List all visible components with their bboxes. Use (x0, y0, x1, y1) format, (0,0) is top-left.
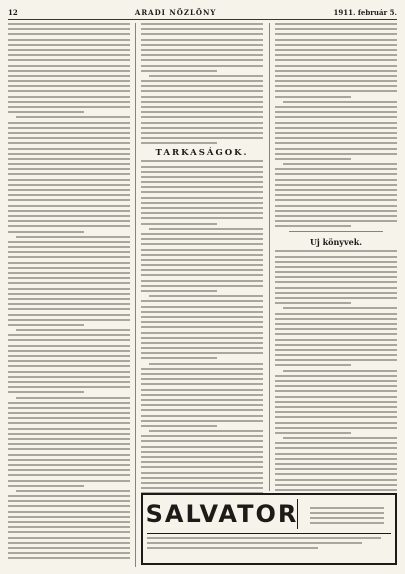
text-line (141, 223, 217, 225)
text-line (141, 176, 263, 178)
text-line (149, 75, 263, 77)
text-line (8, 319, 130, 321)
text-line (275, 354, 397, 356)
text-line (8, 314, 130, 316)
text-line (275, 70, 397, 72)
text-line (8, 376, 130, 378)
text-line (275, 473, 397, 475)
text-line (8, 127, 130, 129)
text-line (8, 402, 130, 404)
text-line (8, 153, 130, 155)
text-line (275, 148, 397, 150)
text-line (275, 266, 397, 268)
text-line (149, 430, 263, 432)
text-line (141, 202, 263, 204)
text-line (141, 54, 263, 56)
text-line (141, 399, 263, 401)
text-line (141, 171, 263, 173)
text-line (275, 416, 397, 418)
text-line (8, 360, 130, 362)
text-line (8, 511, 130, 513)
text-line (141, 332, 263, 334)
text-line (275, 385, 397, 387)
text-line (275, 153, 397, 155)
column-right (275, 23, 397, 499)
text-line (141, 321, 263, 323)
text-line (8, 448, 130, 450)
text-line (8, 179, 130, 181)
text-line (275, 380, 397, 382)
text-line (141, 347, 263, 349)
text-line (141, 378, 263, 380)
text-line (275, 65, 397, 67)
text-line (141, 106, 263, 108)
text-line (8, 443, 130, 445)
text-line (8, 407, 130, 409)
text-line (275, 189, 397, 191)
text-line (8, 163, 130, 165)
text-line (141, 311, 263, 313)
text-line (141, 90, 263, 92)
text-line (283, 101, 397, 103)
text-line (275, 364, 351, 366)
text-line (283, 437, 397, 439)
text-line (275, 463, 397, 465)
text-line (141, 274, 263, 276)
text-line (275, 442, 397, 444)
text-line (8, 148, 130, 150)
text-line (275, 33, 397, 35)
text-line (141, 137, 263, 139)
text-line (141, 285, 263, 287)
text-line (275, 318, 397, 320)
text-line (275, 468, 397, 470)
text-line (8, 106, 130, 108)
text-line (141, 249, 263, 251)
text-line (275, 406, 397, 408)
text-line (141, 259, 263, 261)
text-line (141, 49, 263, 51)
newspaper-page (8, 5, 397, 567)
text-line (275, 458, 397, 460)
text-line (16, 236, 130, 238)
text-line (8, 49, 130, 51)
text-line (275, 276, 397, 278)
text-line (275, 127, 397, 129)
text-line (8, 220, 130, 222)
text-line (8, 28, 130, 30)
text-line (275, 489, 397, 491)
section-heading-tarkasagok: TARKASÁGOK. (155, 148, 249, 159)
text-line (141, 451, 263, 453)
text-line (275, 168, 397, 170)
text-line (141, 44, 263, 46)
text-line (8, 371, 130, 373)
text-line (8, 225, 130, 227)
text-line (275, 80, 397, 82)
text-line (8, 293, 130, 295)
text-line (8, 23, 130, 25)
text-line (16, 490, 130, 492)
text-line (8, 552, 130, 554)
column-rule (269, 23, 270, 491)
page-header (8, 5, 397, 20)
text-line (141, 300, 263, 302)
text-line (8, 33, 130, 35)
text-line (8, 231, 84, 233)
text-line (275, 220, 397, 222)
text-line (8, 345, 130, 347)
ad-lower-text (147, 533, 391, 561)
text-line (8, 90, 130, 92)
text-line (275, 447, 397, 449)
text-line (141, 280, 263, 282)
text-line (8, 267, 130, 269)
text-line (141, 160, 263, 162)
text-line (141, 101, 263, 103)
text-line (141, 342, 263, 344)
text-line (141, 39, 263, 41)
text-line (141, 461, 263, 463)
text-line (8, 531, 130, 533)
section-divider (289, 231, 383, 232)
text-line (275, 349, 397, 351)
section-heading-uj-konyvek: Uj könyvek. (309, 237, 363, 248)
text-line (141, 111, 263, 113)
text-line (141, 337, 263, 339)
text-line (8, 386, 130, 388)
text-line (8, 246, 130, 248)
text-line (141, 352, 263, 354)
text-line (141, 409, 263, 411)
text-line (275, 427, 397, 429)
text-line (141, 85, 263, 87)
column-left (8, 23, 130, 563)
text-line (8, 505, 130, 507)
text-line (275, 199, 397, 201)
text-line (8, 75, 130, 77)
text-line (141, 357, 217, 359)
text-line (141, 264, 263, 266)
text-line (8, 142, 130, 144)
text-line (275, 375, 397, 377)
text-line (8, 516, 130, 518)
text-line (8, 459, 130, 461)
text-line (275, 215, 397, 217)
text-line (283, 163, 397, 165)
text-line (8, 485, 84, 487)
text-line (8, 215, 130, 217)
text-line (8, 355, 130, 357)
text-line (141, 122, 263, 124)
text-line (275, 422, 397, 424)
text-line (8, 189, 130, 191)
text-line (141, 394, 263, 396)
text-line (275, 261, 397, 263)
text-line (275, 271, 397, 273)
text-line (8, 80, 130, 82)
text-line (8, 469, 130, 471)
text-line (8, 288, 130, 290)
text-line (141, 404, 263, 406)
text-line (8, 324, 84, 326)
text-line (275, 479, 397, 481)
text-line (275, 106, 397, 108)
text-line (141, 477, 263, 479)
text-line (141, 65, 263, 67)
newspaper-title: ARADI NÖZLÖNY (134, 7, 217, 17)
text-line (141, 191, 263, 193)
text-line (8, 500, 130, 502)
text-line (8, 205, 130, 207)
text-line (141, 420, 263, 422)
text-line (275, 287, 397, 289)
text-line (275, 90, 397, 92)
text-line (8, 547, 130, 549)
text-line (8, 101, 130, 103)
text-line (275, 39, 397, 41)
text-line (141, 28, 263, 30)
text-line (141, 482, 263, 484)
text-line (141, 316, 263, 318)
text-line (141, 368, 263, 370)
text-line (141, 243, 263, 245)
text-line (275, 359, 397, 361)
text-line (8, 350, 130, 352)
text-line (8, 495, 130, 497)
text-line (141, 96, 263, 98)
text-line (8, 282, 130, 284)
text-line (141, 166, 263, 168)
text-line (275, 96, 351, 98)
text-line (275, 401, 397, 403)
text-line (275, 484, 397, 486)
text-line (141, 446, 263, 448)
text-line (8, 464, 130, 466)
text-line (275, 432, 351, 434)
text-line (141, 326, 263, 328)
text-line (141, 440, 263, 442)
text-line (141, 80, 263, 82)
text-line (8, 277, 130, 279)
text-line (141, 306, 263, 308)
text-line (8, 428, 130, 430)
text-line (8, 194, 130, 196)
text-line (8, 521, 130, 523)
text-line (275, 411, 397, 413)
text-line (275, 116, 397, 118)
text-line (8, 122, 130, 124)
text-line (275, 390, 397, 392)
text-line (141, 254, 263, 256)
column-rule (135, 23, 136, 567)
text-line (8, 391, 84, 393)
text-line (8, 438, 130, 440)
text-line (141, 472, 263, 474)
text-line (275, 210, 397, 212)
text-line (141, 373, 263, 375)
text-line (8, 256, 130, 258)
text-line (275, 184, 397, 186)
text-line (141, 233, 263, 235)
text-line (16, 397, 130, 399)
text-line (141, 142, 217, 144)
column-middle (141, 23, 263, 508)
text-line (8, 308, 130, 310)
text-line (275, 179, 397, 181)
text-line (275, 59, 397, 61)
text-line (8, 334, 130, 336)
text-line (275, 302, 351, 304)
text-line (8, 557, 130, 559)
text-line (275, 158, 351, 160)
text-line (275, 225, 351, 227)
text-line (141, 456, 263, 458)
text-line (141, 207, 263, 209)
text-line (275, 344, 397, 346)
text-line (149, 228, 263, 230)
text-line (275, 396, 397, 398)
text-line (141, 116, 263, 118)
text-line (8, 158, 130, 160)
text-line (275, 111, 397, 113)
text-line (8, 526, 130, 528)
advertisement-salvator (141, 493, 397, 565)
text-line (275, 173, 397, 175)
text-line (8, 54, 130, 56)
text-line (8, 272, 130, 274)
text-line (275, 137, 397, 139)
text-line (8, 132, 130, 134)
text-line (275, 292, 397, 294)
ad-side-text (303, 499, 391, 529)
text-line (275, 194, 397, 196)
text-line (141, 435, 263, 437)
text-line (141, 127, 263, 129)
text-line (8, 262, 130, 264)
text-line (141, 132, 263, 134)
text-line (8, 241, 130, 243)
text-line (275, 328, 397, 330)
text-line (141, 415, 263, 417)
text-line (141, 217, 263, 219)
text-line (8, 542, 130, 544)
text-line (8, 39, 130, 41)
text-line (8, 59, 130, 61)
text-line (141, 290, 217, 292)
text-line (275, 28, 397, 30)
text-line (8, 417, 130, 419)
text-line (275, 453, 397, 455)
text-line (283, 307, 397, 309)
text-line (8, 537, 130, 539)
text-line (275, 313, 397, 315)
text-line (16, 329, 130, 331)
text-line (149, 363, 263, 365)
text-line (8, 433, 130, 435)
text-line (8, 65, 130, 67)
text-line (141, 33, 263, 35)
text-line (8, 298, 130, 300)
text-line (8, 85, 130, 87)
text-line (275, 323, 397, 325)
issue-date: 1911. február 5. (333, 7, 397, 17)
text-line (141, 59, 263, 61)
text-line (8, 168, 130, 170)
text-line (275, 85, 397, 87)
text-line (8, 412, 130, 414)
text-line (275, 122, 397, 124)
text-line (8, 365, 130, 367)
text-line (8, 339, 130, 341)
text-line (8, 480, 130, 482)
text-line (8, 454, 130, 456)
text-line (275, 205, 397, 207)
text-line (16, 116, 130, 118)
ad-brand-logo: SALVATOR (145, 500, 299, 528)
text-line (8, 137, 130, 139)
text-line (141, 70, 217, 72)
text-line (141, 487, 263, 489)
text-line (141, 466, 263, 468)
text-line (283, 370, 397, 372)
text-line (275, 256, 397, 258)
text-line (275, 44, 397, 46)
text-line (141, 383, 263, 385)
text-line (275, 333, 397, 335)
text-line (8, 70, 130, 72)
text-line (8, 474, 130, 476)
text-line (275, 339, 397, 341)
text-line (141, 425, 217, 427)
text-line (275, 23, 397, 25)
text-line (8, 422, 130, 424)
text-line (141, 181, 263, 183)
text-line (141, 212, 263, 214)
text-line (275, 142, 397, 144)
text-line (8, 173, 130, 175)
text-line (275, 54, 397, 56)
text-line (141, 238, 263, 240)
text-line (275, 49, 397, 51)
text-line (141, 23, 263, 25)
text-line (8, 381, 130, 383)
page-number: 12 (8, 7, 18, 17)
text-line (8, 44, 130, 46)
text-line (275, 132, 397, 134)
text-line (8, 251, 130, 253)
text-line (275, 281, 397, 283)
text-line (8, 303, 130, 305)
text-line (8, 96, 130, 98)
text-line (141, 197, 263, 199)
text-line (275, 297, 397, 299)
text-line (8, 184, 130, 186)
text-line (141, 389, 263, 391)
text-line (8, 210, 130, 212)
text-line (275, 250, 397, 252)
text-line (275, 75, 397, 77)
text-line (141, 186, 263, 188)
text-line (8, 111, 84, 113)
text-line (8, 199, 130, 201)
text-line (141, 269, 263, 271)
text-line (149, 295, 263, 297)
